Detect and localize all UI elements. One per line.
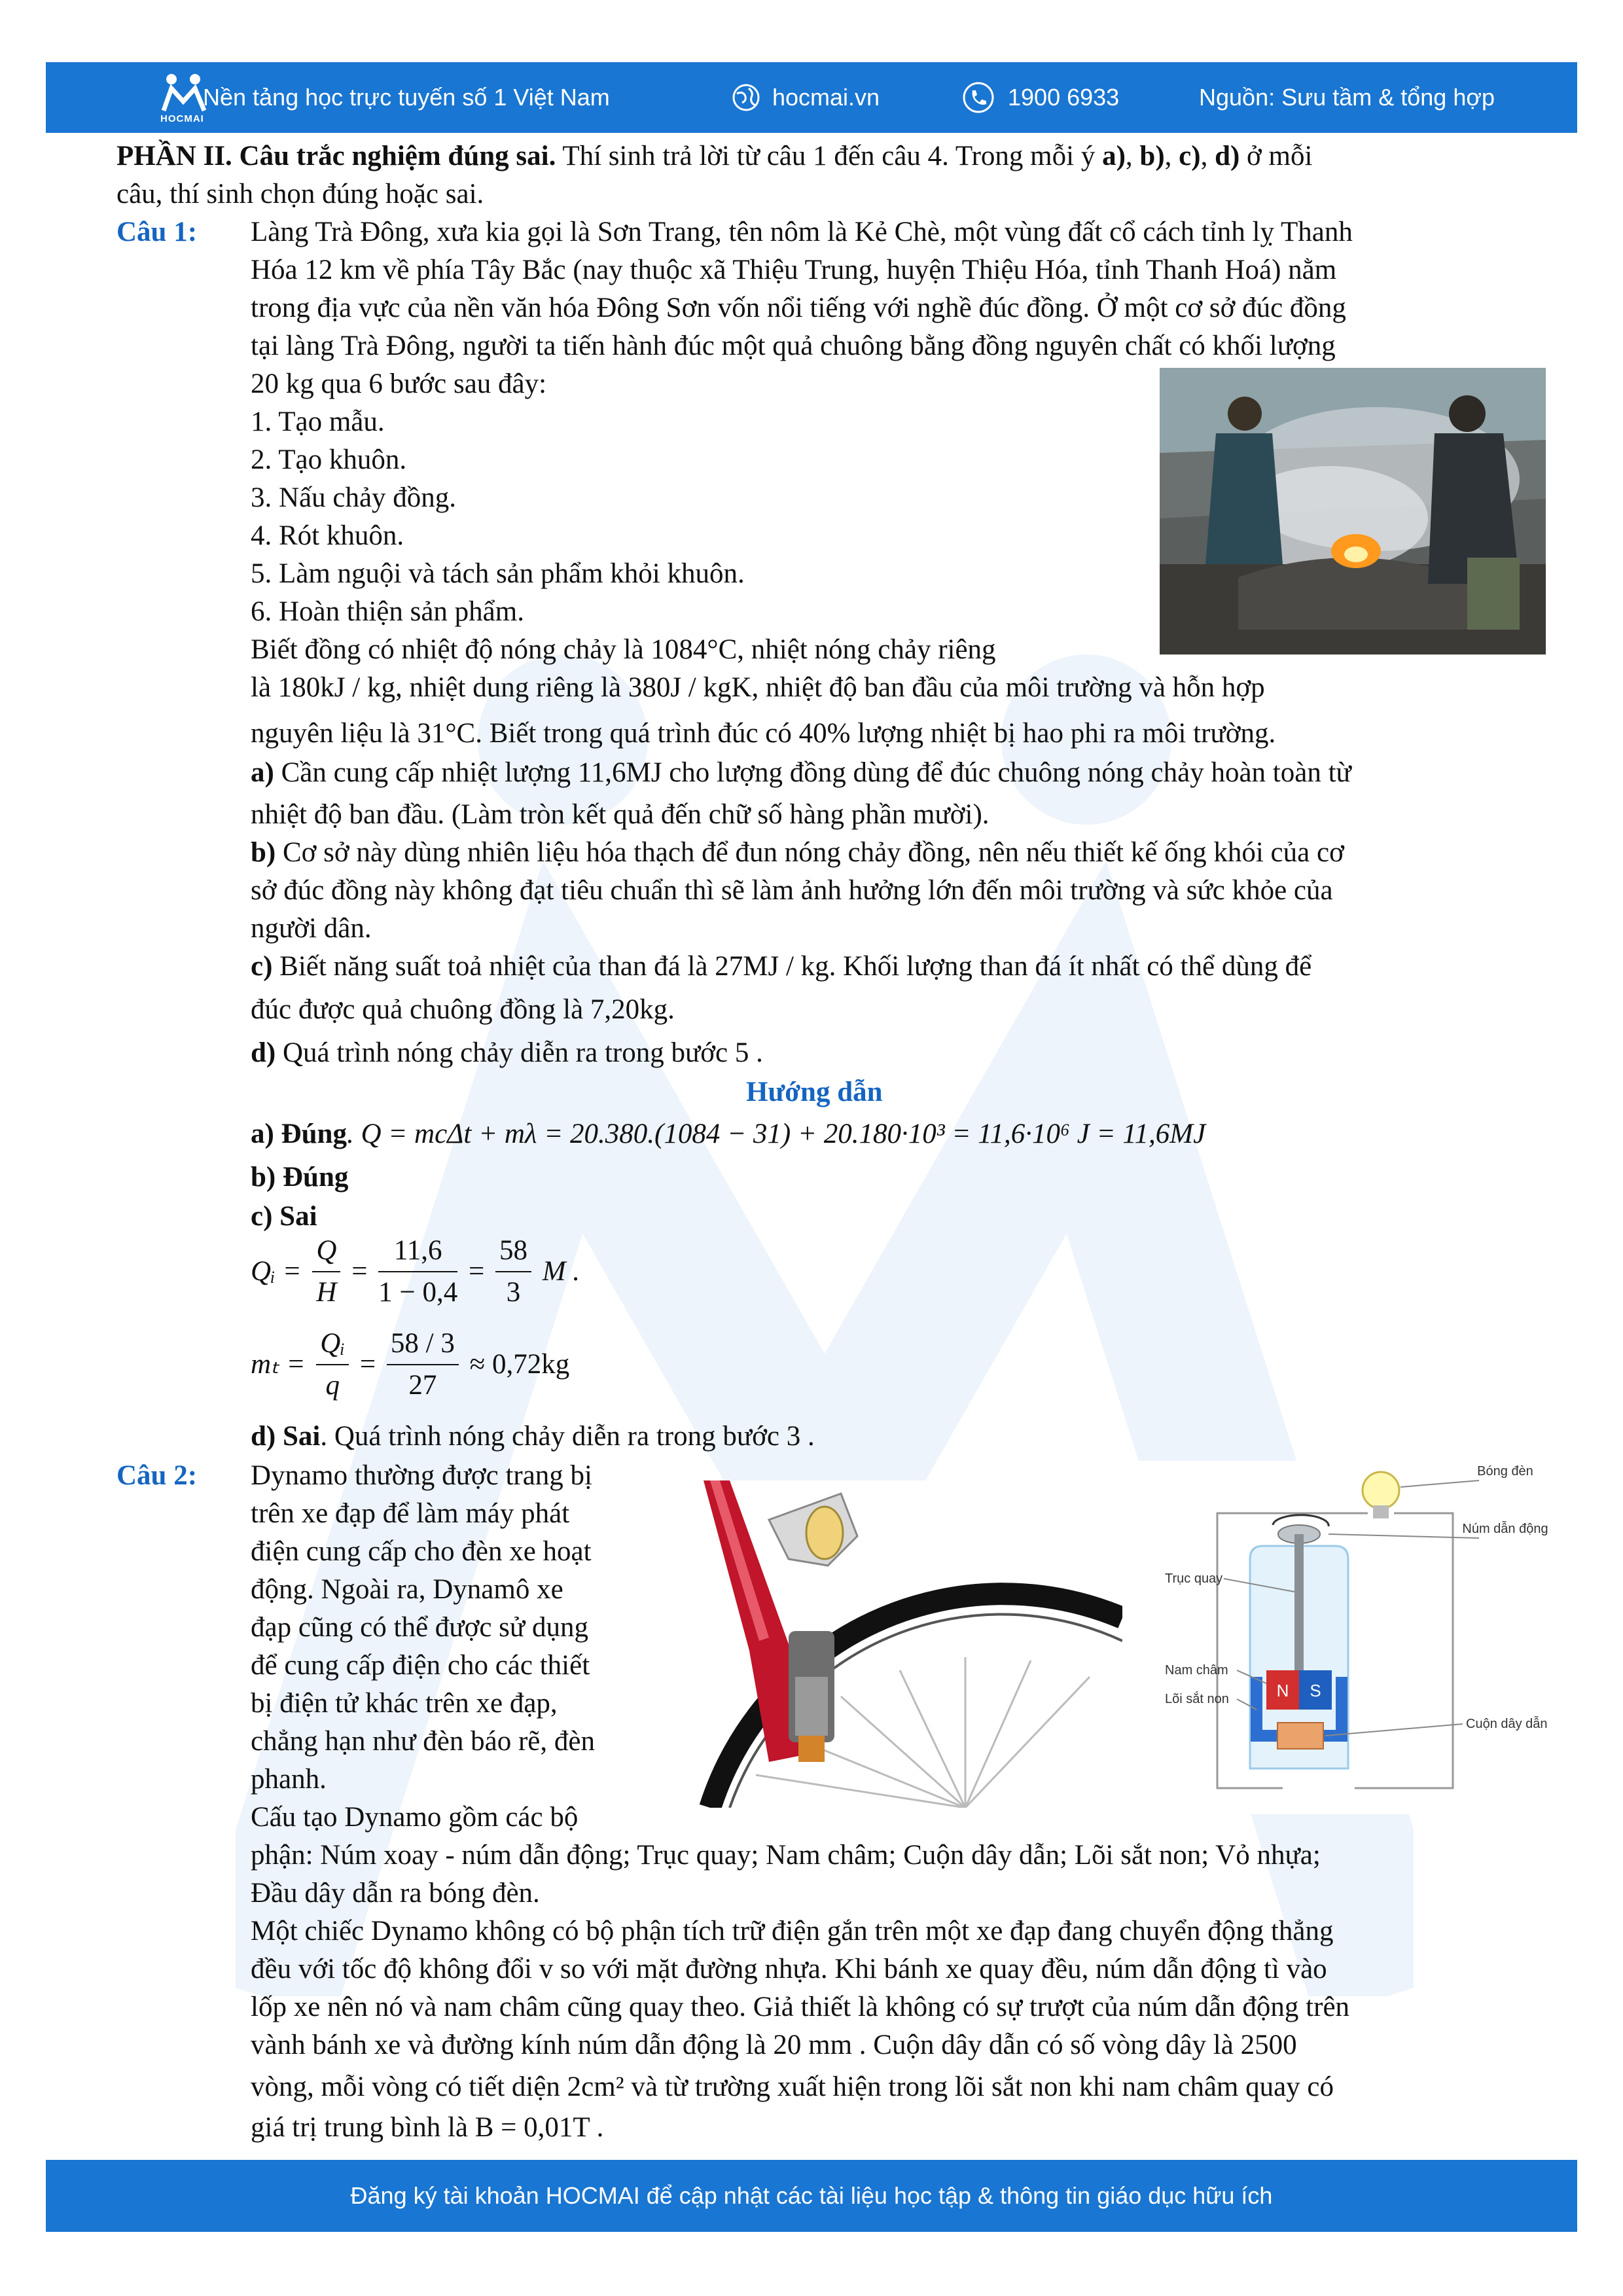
q1-text-line: Làng Trà Đông, xưa kia gọi là Sơn Trang, tên nôm là Kẻ Chè, một vùng đất cổ cách tỉnh lỵ Thanh: [251, 217, 1353, 247]
phone-icon: [962, 62, 995, 133]
tagline: Nền tảng học trực tuyến số 1 Việt Nam: [203, 84, 610, 111]
intro-c: c): [1179, 141, 1201, 171]
q2-side-line: bị điện tử khác trên xe đạp,: [251, 1688, 558, 1719]
option-text: Cơ sở này dùng nhiên liệu hóa thạch để đun nóng chảy đồng, nên nếu thiết kế ống khói của cơ: [276, 837, 1344, 868]
footer-text[interactable]: Đăng ký tài khoản HOCMAI để cập nhật các tài liệu học tập & thông tin giáo dục hữu ích: [350, 2182, 1273, 2209]
answer-d: [251, 1418, 815, 1456]
q2-text-line: Một chiếc Dynamo không có bộ phận tích trữ điện gắn trên một xe đạp đang chuyển động thẳng: [251, 1916, 1334, 1946]
intro-text: ở mỗi: [1240, 141, 1313, 171]
formula-tail: ≈ 0,72kg: [469, 1349, 570, 1380]
q2-text-line: vòng, mỗi vòng có tiết diện 2cm² và từ trường xuất hiện trong lõi sắt non khi nam châm quay có: [251, 2072, 1334, 2102]
q1-text-line: tại làng Trà Đông, người ta tiến hành đúc một quả chuông bằng đồng nguyên chất có khối lượng: [251, 331, 1336, 361]
formula-lhs: Qᵢ =: [251, 1256, 302, 1287]
answer-text: . Quá trình nóng chảy diễn ra trong bước 3 .: [320, 1421, 815, 1452]
q2-side-line: động. Ngoài ra, Dynamô xe: [251, 1574, 563, 1605]
q2-side-line: điện cung cấp cho đèn xe hoạt: [251, 1536, 592, 1567]
dynamo-structure-diagram: [1139, 1461, 1558, 1814]
answer-label: d) Sai: [251, 1421, 321, 1452]
q1-option-c-line-2: đúc được quả chuông đồng là 7,20kg.: [251, 994, 675, 1025]
q1-step: 4. Rót khuôn.: [251, 520, 404, 551]
denominator: 3: [506, 1277, 521, 1308]
formula-lhs: mₜ =: [251, 1349, 306, 1380]
q2-text-line: lốp xe nên nó và nam châm cũng quay theo. Giả thiết là không có sự trượt của núm dẫn động trên: [251, 1992, 1350, 2022]
formula-mt: [251, 1323, 569, 1406]
option-text: Biết năng suất toả nhiệt của than đá là 27MJ / kg. Khối lượng than đá ít nhất có thể dùng để: [272, 951, 1312, 982]
q2-side-line: chẳng hạn như đèn báo rẽ, đèn: [251, 1726, 595, 1757]
equals: =: [359, 1349, 376, 1380]
section-intro: [116, 137, 1312, 175]
q2-side-line: Dynamo thường được trang bị: [251, 1460, 593, 1491]
denominator: 27: [408, 1370, 437, 1401]
q2-text-line: Đầu dây dẫn ra bóng đèn.: [251, 1878, 540, 1909]
numerator: Qᵢ: [316, 1323, 349, 1365]
q2-side-line: Cấu tạo Dynamo gồm các bộ: [251, 1802, 579, 1833]
option-label: d): [251, 1037, 276, 1068]
question-2-label: Câu 2:: [116, 1460, 198, 1491]
q1-step: 6. Hoàn thiện sản phẩm.: [251, 596, 524, 627]
label-axis: Trục quay: [1165, 1571, 1223, 1586]
q1-option-c: [251, 948, 1311, 986]
intro-sep: ,: [1164, 141, 1179, 171]
fraction: [316, 1323, 349, 1406]
answer-label: a) Đúng: [251, 1119, 347, 1149]
intro-a: a): [1102, 141, 1126, 171]
q1-given: Biết đồng có nhiệt độ nóng chảy là 1084°C, nhiệt nóng chảy riêng: [251, 634, 996, 665]
denominator: 1 − 0,4: [378, 1277, 458, 1308]
answer-a: [251, 1115, 1205, 1153]
q1-given: nguyên liệu là 31°C. Biết trong quá trình đúc có 40% lượng nhiệt bị hao phi ra môi trường.: [251, 718, 1276, 749]
fraction: [378, 1230, 457, 1313]
numerator: 58: [495, 1230, 531, 1272]
bronze-casting-photo: [1160, 368, 1546, 655]
q1-step: 2. Tạo khuôn.: [251, 444, 407, 475]
q1-text-line: 20 kg qua 6 bước sau đây:: [251, 368, 547, 399]
q2-text-line: đều với tốc độ không đổi v so với mặt đường nhựa. Khi bánh xe quay đều, núm dẫn động tì vào: [251, 1954, 1327, 1984]
q2-text-line: phận: Núm xoay - núm dẫn động; Trục quay; Nam châm; Cuộn dây dẫn; Lõi sắt non; Vỏ nhựa;: [251, 1840, 1321, 1871]
equals: =: [468, 1256, 485, 1287]
q1-option-d: [251, 1034, 763, 1072]
source-text: Nguồn: Sưu tầm & tổng hợp: [1199, 84, 1495, 111]
option-text: Quá trình nóng chảy diễn ra trong bước 5 .: [276, 1037, 763, 1068]
fraction: [312, 1230, 340, 1313]
label-coil: Cuộn dây dẫn: [1466, 1717, 1548, 1731]
answer-heading: Hướng dẫn: [746, 1077, 883, 1107]
formula-qi: [251, 1230, 580, 1313]
q1-step: 1. Tạo mẫu.: [251, 406, 385, 437]
globe-icon: [732, 62, 760, 133]
fraction: [387, 1323, 459, 1406]
intro-line-2: câu, thí sinh chọn đúng hoặc sai.: [116, 179, 484, 209]
label-core: Lõi sắt non: [1165, 1692, 1229, 1706]
question-1-label: Câu 1:: [116, 217, 198, 247]
page-header: [46, 62, 1577, 133]
q2-side-line: trên xe đạp để làm máy phát: [251, 1498, 570, 1529]
q2-text-line: giá trị trung bình là B = 0,01T .: [251, 2112, 604, 2143]
denominator: H: [316, 1277, 337, 1308]
magnet-n-label: N: [1276, 1681, 1289, 1700]
fraction: [495, 1230, 531, 1313]
page-footer: [46, 2160, 1577, 2232]
q1-option-b-line-2: sở đúc đồng này không đạt tiêu chuẩn thì sẽ làm ảnh hưởng lớn đến môi trường và sức khỏe của: [251, 875, 1333, 906]
q1-option-a: [251, 754, 1351, 792]
q1-step: 5. Làm nguội và tách sản phẩm khỏi khuôn.: [251, 558, 745, 589]
q1-option-b-line-3: người dân.: [251, 913, 372, 944]
logo-text: HOCMAI: [160, 113, 204, 124]
formula-tail: M .: [542, 1256, 580, 1287]
q1-text-line: Hóa 12 km về phía Tây Bắc (nay thuộc xã Thiệu Trung, huyện Thiệu Hóa, tỉnh Thanh Hoá) nằm: [251, 255, 1337, 285]
intro-sep: ,: [1200, 141, 1215, 171]
q2-side-line: phanh.: [251, 1764, 327, 1795]
numerator: 58 / 3: [387, 1323, 459, 1365]
q1-given: là 180kJ / kg, nhiệt dung riêng là 380J / kgK, nhiệt độ ban đầu của môi trường và hỗn hợp: [251, 672, 1265, 703]
denominator: q: [325, 1370, 340, 1401]
q2-side-line: đạp cũng có thể được sử dụng: [251, 1612, 588, 1643]
magnet-s-label: S: [1310, 1681, 1321, 1700]
answer-c: c) Sai: [251, 1201, 317, 1232]
q1-text-line: trong địa vực của nền văn hóa Đông Sơn vốn nổi tiếng với nghề đúc đồng. Ở một cơ sở đúc đồng: [251, 293, 1346, 323]
option-label: b): [251, 837, 276, 868]
label-bulb: Bóng đèn: [1477, 1464, 1533, 1479]
section-title: PHẦN II. Câu trắc nghiệm đúng sai.: [116, 141, 556, 171]
website-link[interactable]: hocmai.vn: [772, 84, 880, 111]
option-text: Cần cung cấp nhiệt lượng 11,6MJ cho lượng đồng dùng để đúc chuông nóng chảy hoàn toàn từ: [274, 757, 1351, 788]
label-knob: Núm dẫn động: [1462, 1522, 1548, 1536]
q2-side-line: để cung cấp điện cho các thiết: [251, 1650, 590, 1681]
q1-option-b: [251, 834, 1344, 872]
intro-text: Thí sinh trả lời từ câu 1 đến câu 4. Trong mỗi ý: [556, 141, 1103, 171]
numerator: 11,6: [378, 1230, 457, 1272]
phone-number[interactable]: 1900 6933: [1008, 84, 1120, 111]
option-label: c): [251, 951, 273, 982]
answer-formula: . Q = mcΔt + mλ = 20.380.(1084 − 31) + 20.180·10³ = 11,6·10⁶ J = 11,6MJ: [346, 1119, 1206, 1149]
q1-option-a-line-2: nhiệt độ ban đầu. (Làm tròn kết quả đến chữ số hàng phần mười).: [251, 799, 990, 830]
option-label: a): [251, 757, 274, 788]
numerator: Q: [312, 1230, 340, 1272]
bicycle-dynamo-photo: [690, 1480, 1122, 1808]
label-magnet: Nam châm: [1165, 1663, 1228, 1677]
intro-b: b): [1139, 141, 1165, 171]
q2-text-line: vành bánh xe và đường kính núm dẫn động là 20 mm . Cuộn dây dẫn có số vòng dây là 2500: [251, 2030, 1297, 2060]
equals: =: [351, 1256, 368, 1287]
answer-b: b) Đúng: [251, 1162, 349, 1193]
intro-sep: ,: [1125, 141, 1140, 171]
q1-step: 3. Nấu chảy đồng.: [251, 482, 457, 513]
intro-d: d): [1215, 141, 1240, 171]
